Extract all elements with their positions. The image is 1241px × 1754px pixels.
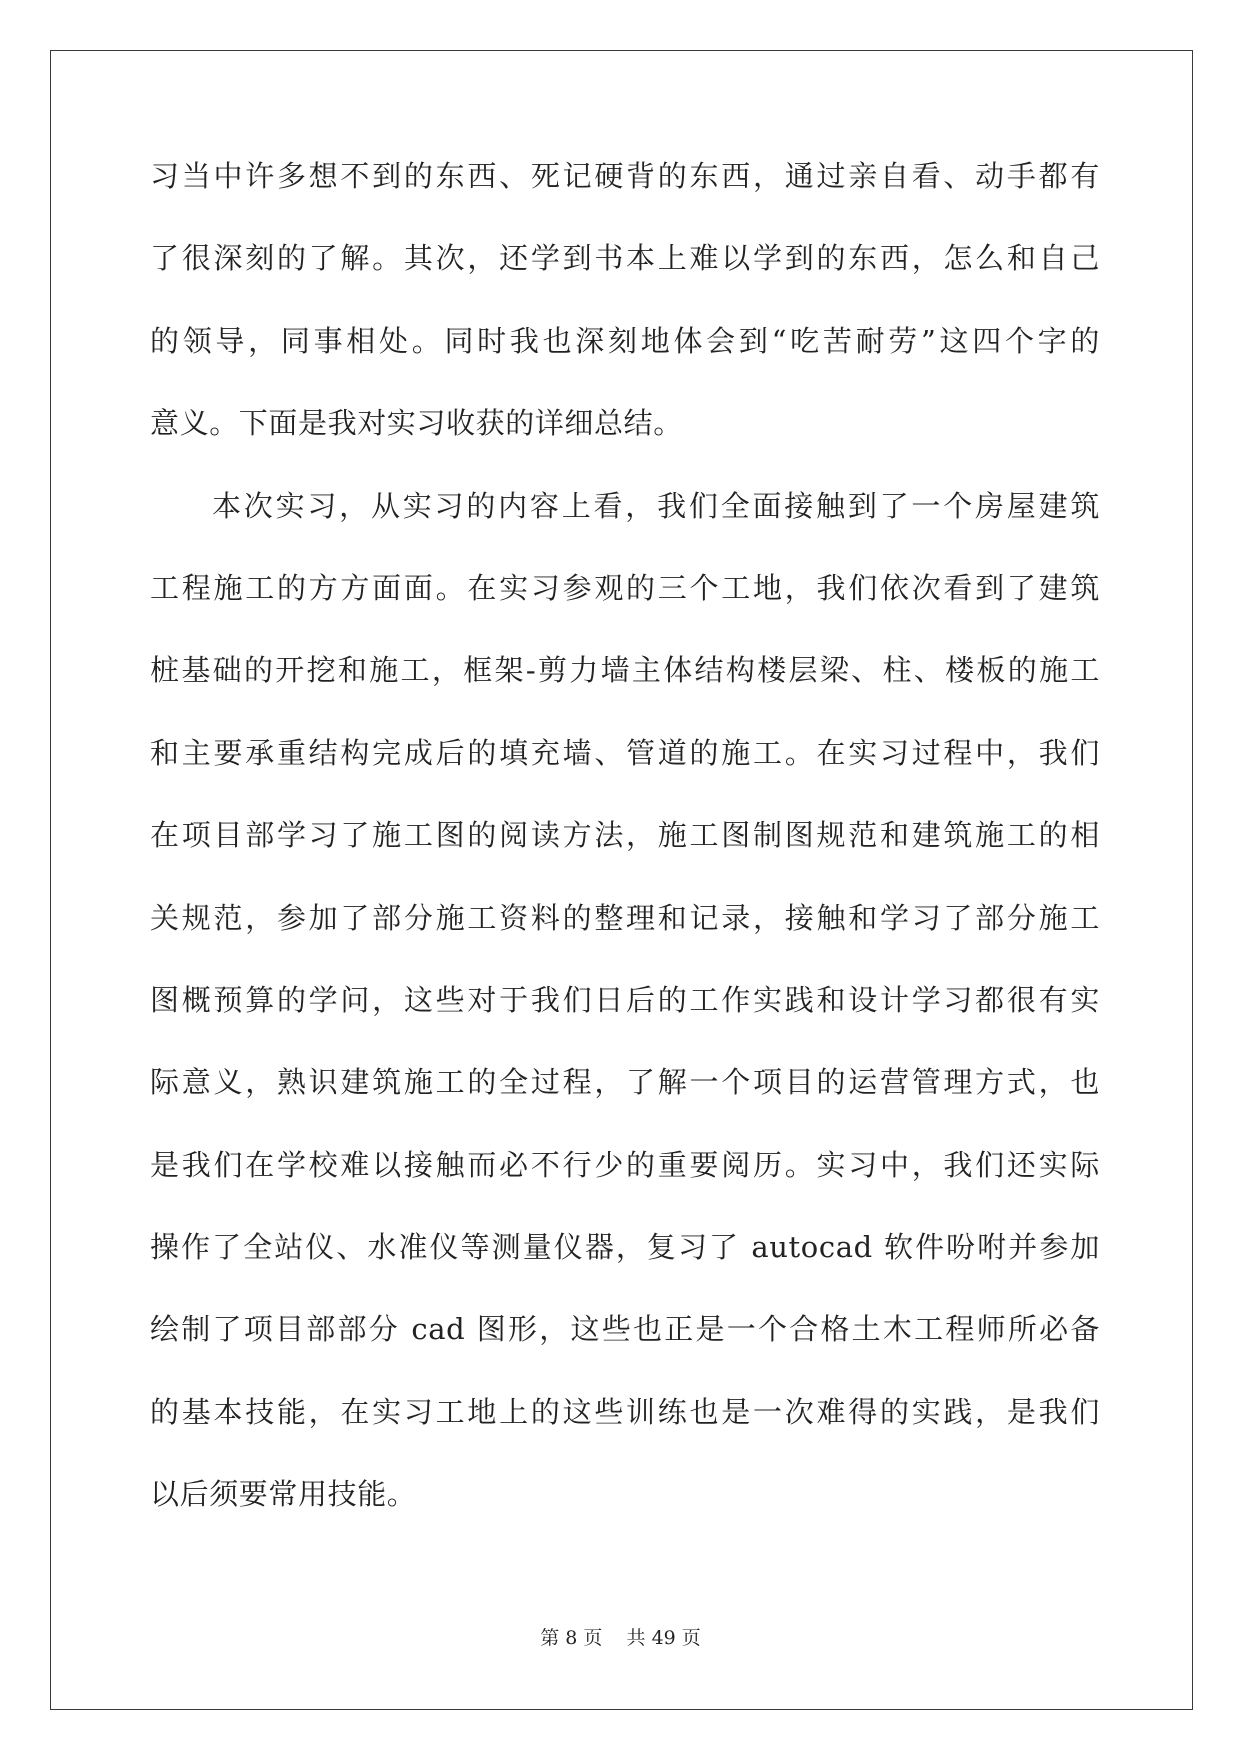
text-line: 和主要承重结构完成后的填充墙、管道的施工。在实习过程中，我们 bbox=[150, 735, 1100, 770]
text-line: 际意义，熟识建筑施工的全过程，了解一个项目的运营管理方式，也 bbox=[150, 1065, 1100, 1100]
page-footer bbox=[0, 1627, 1241, 1649]
text-line: 了很深刻的了解。其次，还学到书本上难以学到的东西，怎么和自己 bbox=[150, 241, 1100, 276]
text-line: 操作了全站仪、水准仪等测量仪器，复习了 autocad 软件吩咐并参加 bbox=[150, 1230, 1100, 1265]
text-line: 在项目部学习了施工图的阅读方法，施工图制图规范和建筑施工的相 bbox=[150, 818, 1100, 853]
text-line-paragraph-start: 本次实习，从实习的内容上看，我们全面接触到了一个房屋建筑 bbox=[212, 488, 1100, 523]
text-line: 以后须要常用技能。 bbox=[150, 1477, 417, 1512]
text-line: 的领导，同事相处。同时我也深刻地体会到“吃苦耐劳”这四个字的 bbox=[150, 323, 1100, 358]
text-line: 绘制了项目部部分 cad 图形，这些也正是一个合格土木工程师所必备 bbox=[150, 1312, 1100, 1347]
text-line: 习当中许多想不到的东西、死记硬背的东西，通过亲自看、动手都有 bbox=[150, 159, 1100, 193]
page-number: 第 8 页 bbox=[540, 1627, 603, 1649]
total-pages: 共 49 页 bbox=[626, 1627, 701, 1649]
text-line: 图概预算的学问，这些对于我们日后的工作实践和设计学习都很有实 bbox=[150, 982, 1100, 1017]
text-line: 的基本技能，在实习工地上的这些训练也是一次难得的实践，是我们 bbox=[150, 1394, 1100, 1429]
text-line: 关规范，参加了部分施工资料的整理和记录，接触和学习了部分施工 bbox=[150, 900, 1100, 935]
text-line: 是我们在学校难以接触而必不行少的重要阅历。实习中，我们还实际 bbox=[150, 1147, 1100, 1182]
text-line: 意义。下面是我对实习收获的详细总结。 bbox=[150, 406, 683, 441]
text-line: 工程施工的方方面面。在实习参观的三个工地，我们依次看到了建筑 bbox=[150, 570, 1100, 605]
body-text bbox=[150, 160, 1100, 1561]
text-line: 桩基础的开挖和施工，框架-剪力墙主体结构楼层梁、柱、楼板的施工 bbox=[150, 653, 1100, 688]
